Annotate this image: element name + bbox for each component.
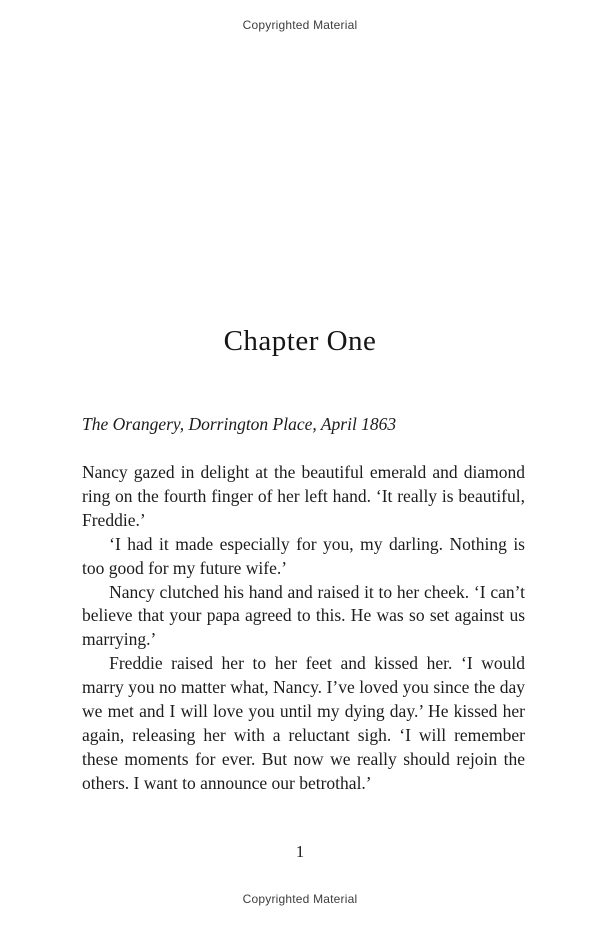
paragraph: Freddie raised her to her feet and kissed her. ‘I would marry you no matter what, Nancy. I’ve loved you since the day we met and I will love you until my dying day.’ He kissed her again, releasing her with a reluctant sigh. ‘I will remember these moments for ever. But now we really should rejoin the others. I want to announce our betrothal.’ (82, 653, 525, 793)
body-text (82, 461, 525, 796)
copyright-notice-top: Copyrighted Material (242, 18, 358, 32)
paragraph: Nancy clutched his hand and raised it to her cheek. ‘I can’t believe that your papa agreed to this. He was so set against us marrying.’ (82, 581, 525, 650)
paragraph: Nancy gazed in delight at the beautiful emerald and diamond ring on the fourth finger of her left hand. ‘It really is beautiful, Freddie.’ (82, 462, 525, 530)
page-number: 1 (295, 842, 305, 861)
copyright-notice-bottom: Copyrighted Material (242, 892, 358, 906)
page-text-block (82, 412, 525, 796)
chapter-title: Chapter One (223, 325, 377, 358)
scene-heading: The Orangery, Dorrington Place, April 1863 (82, 414, 397, 434)
paragraph: ‘I had it made especially for you, my darling. Nothing is too good for my future wife.’ (82, 533, 525, 578)
